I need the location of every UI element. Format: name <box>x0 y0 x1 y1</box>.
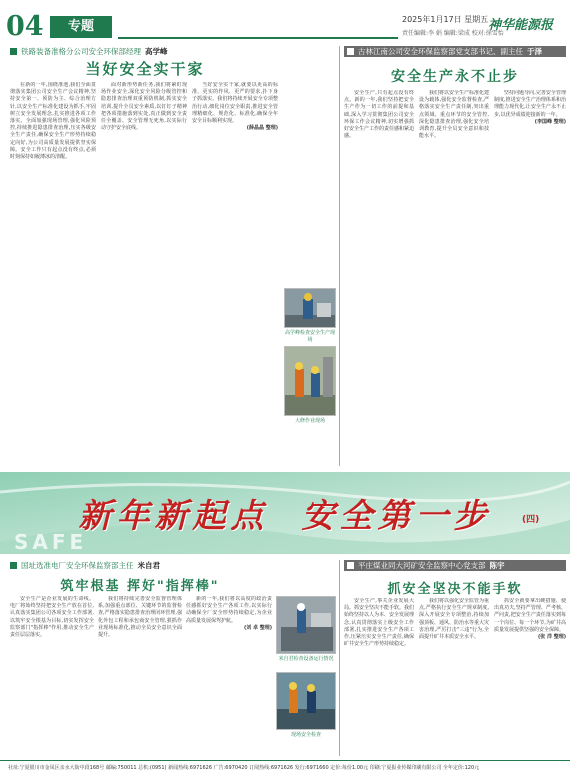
byline-author: 陈宇 <box>489 561 505 570</box>
photo-caption: 大修作业现场 <box>294 418 325 424</box>
header-rule <box>118 37 398 39</box>
column-divider <box>339 560 340 756</box>
article-1-byline <box>10 46 280 57</box>
article-3-col-1 <box>10 596 94 756</box>
bullet-icon <box>347 48 354 55</box>
page-number: 04 <box>6 11 44 42</box>
article-2-col-2 <box>419 90 489 420</box>
byline-author: 米自君 <box>137 561 160 570</box>
byline-title: 国址选准电厂安全环保监察部主任 <box>21 561 134 570</box>
article-1-col-1 <box>10 82 96 352</box>
photo-caption: 米自君检查设备运行情况 <box>278 656 334 662</box>
article-signature: (刘 卓 整理) <box>243 624 272 631</box>
article-3-col-3 <box>186 596 272 756</box>
bullet-icon <box>10 562 17 569</box>
article-4-col-3 <box>494 598 566 756</box>
safety-banner <box>0 472 570 554</box>
byline-author: 高学峰 <box>145 47 168 56</box>
banner-series-number: (四) <box>522 515 540 525</box>
page-header <box>0 10 570 44</box>
paragraph: 安全生产,事关企业发展大局。抓安全坚决不能手软。我们始终坚持以人为本、安全发展理念,认真贯彻落实上级安全工作部署,扎实推进安全生产各项工作,压紧压实安全生产责任,确保矿井安全生产形势持续稳定。 <box>344 598 414 648</box>
banner-watermark: SAFE <box>14 530 88 554</box>
article-1-col-3 <box>192 82 278 352</box>
photo-equipment <box>276 596 336 654</box>
article-signature: (张 洋 整理) <box>537 634 566 641</box>
photo-worksite <box>284 346 336 416</box>
article-3-col-2 <box>98 596 182 756</box>
article-2-title: 安全生产永不止步 <box>391 69 519 85</box>
paragraph: 安全生产是企业发展的生命线。电厂将始终坚持把安全生产放在首位,认真落实集团公司各项安全工作部署,以筑牢安全根基为目标,切实发挥安全监察部门"指挥棒"作用,推动安全生产责任层层落实。 <box>10 596 94 639</box>
paragraph: 抓安全就要拿出硬措施、使出真功夫,坚持严管理、严考核、严问责,把安全生产责任落实到每一个岗位、每一个环节,为矿井高质量发展提供坚强的安全保障。 <box>494 598 566 633</box>
article-4-title: 抓安全坚决不能手软 <box>387 582 523 597</box>
slogan-right: 安全第一步 <box>301 496 492 535</box>
issue-date: 2025年1月17日 星期五 <box>402 15 489 24</box>
bullet-icon <box>347 562 354 569</box>
column-divider <box>339 46 340 466</box>
paragraph: 坚持问题导向,完善安全管理制度,推进安全生产治理体系和治理能力现代化,让安全生产永不止步,以优异成绩迎接新的一年。 <box>494 90 566 118</box>
newspaper-logo: 神华能源报 <box>488 18 554 33</box>
byline-author: 于泽 <box>527 47 542 56</box>
article-4-col-1 <box>344 598 414 756</box>
article-4-col-2 <box>419 598 489 756</box>
photo-caption: 高学峰检查安全生产现场 <box>284 330 335 343</box>
article-1-title: 当好安全实干家 <box>85 60 205 78</box>
bullet-icon <box>10 48 17 55</box>
paragraph: 我们将以强化安全监管为重点,严格执行安全生产规章制度,深入开展安全专项整治,持续加强顶板、通风、防治水等重大灾害治理,严厉打击"三违"行为,全面提升矿井本质安全水平。 <box>419 598 489 641</box>
article-2-col-3 <box>494 90 566 420</box>
byline-title: 古林江南公司安全环保监察部党支部书记、副主任 <box>358 47 523 56</box>
article-2-col-1 <box>344 90 414 420</box>
editor-credits: 责任编辑:李 娟 编辑:梁成 校对:徐雪怡 <box>402 30 504 37</box>
article-2-byline <box>344 46 566 57</box>
page-footer: 社址:宁夏银川市金凤区亲水大街中段168号 邮编:750011 总机:(0951) 新闻热线:6971626 广告:6970420 订阅热线:6971626 发行:6971660 定价:每份1.00元 印刷:宁夏报业传媒印刷有限公司 全年定价:120元 <box>0 760 570 775</box>
paragraph: 我们将持续完善安全监督管理体系,加强重点部位、关键环节的监督检查,严格落实隐患排查治理闭环管理,强化外包工程和承包商安全管理,狠抓作业现场标准化,推动全员安全意识全面提升。 <box>98 596 182 639</box>
channel-label: 专题 <box>50 16 112 38</box>
photo-inspection <box>284 288 336 328</box>
article-signature: (李国峰 整理) <box>534 118 566 125</box>
byline-title: 平庄煤业同大河矿安全监察中心党支部 <box>358 561 486 570</box>
paragraph: 面对新形势新任务,我们将紧盯现场作业安全,深化安全风险分级管控和隐患排查治理双重预防机制,抓实安全培训,提升全员安全素质,以钉钉子精神把各项措施落到实处,真正做到安全责任全覆盖、安全管理无死角,以实际行动守护安全底线。 <box>101 82 187 132</box>
paragraph: 在新的一年,围绕准池,我们全面贯彻落实集团公司安全生产会议精神,坚持安全第一、预防为主、综合治理方针,以安全生产标准化建设为抓手,牢固树立安全发展理念,扎实推进各项工作落实。全面加强现场管理,强化风险预控,持续推进隐患排查治理,压实各级安全生产责任,确保安全生产形势持续稳定向好,为公司高质量发展提供坚实保障。安全工作只有起点没有终点,必须时刻保持如履薄冰的清醒。 <box>10 82 96 161</box>
paragraph: 我们将以安全生产标准化建设为载体,强化安全监督检查,严格落实安全生产责任制,突出重点领域、重点环节的安全管控,深化隐患排查治理,强化安全培训教育,提升全员安全意识和技能水平。 <box>419 90 489 140</box>
byline-title: 铁路装备准格分公司安全环保部经理 <box>21 47 141 56</box>
article-3-title: 筑牢根基 挥好"指挥棒" <box>60 579 220 594</box>
article-1-col-2 <box>101 82 187 352</box>
paragraph: 新的一年,我们将以高度的政治责任感抓好安全生产各项工作,以实际行动确保全厂安全形势持续稳定,为企业高质量发展保驾护航。 <box>186 596 272 624</box>
article-4-byline <box>344 560 566 571</box>
article-signature: (薛晶晶 整理) <box>246 125 278 132</box>
paragraph: 安全生产,只有起点没有终点。新的一年,我们坚持把安全生产作为一切工作的前提和基础,深入学习贯彻集团公司安全环保工作会议精神,切实增强抓好安全生产工作的责任感和紧迫感。 <box>344 90 414 140</box>
paragraph: 当好安全实干家,就要以更高的标准、更实的作风、更严的要求,扑下身子抓落实。我们将持续开展安全专项整治行动,细化岗位安全职责,推进安全管理精细化、规范化、标准化,确保全年安全目标顺利实现。 <box>192 82 278 125</box>
photo-site-check <box>276 672 336 730</box>
article-3-byline <box>10 560 280 571</box>
slogan-left: 新年新起点 <box>78 496 269 535</box>
photo-caption: 现场安全检查 <box>290 732 321 738</box>
